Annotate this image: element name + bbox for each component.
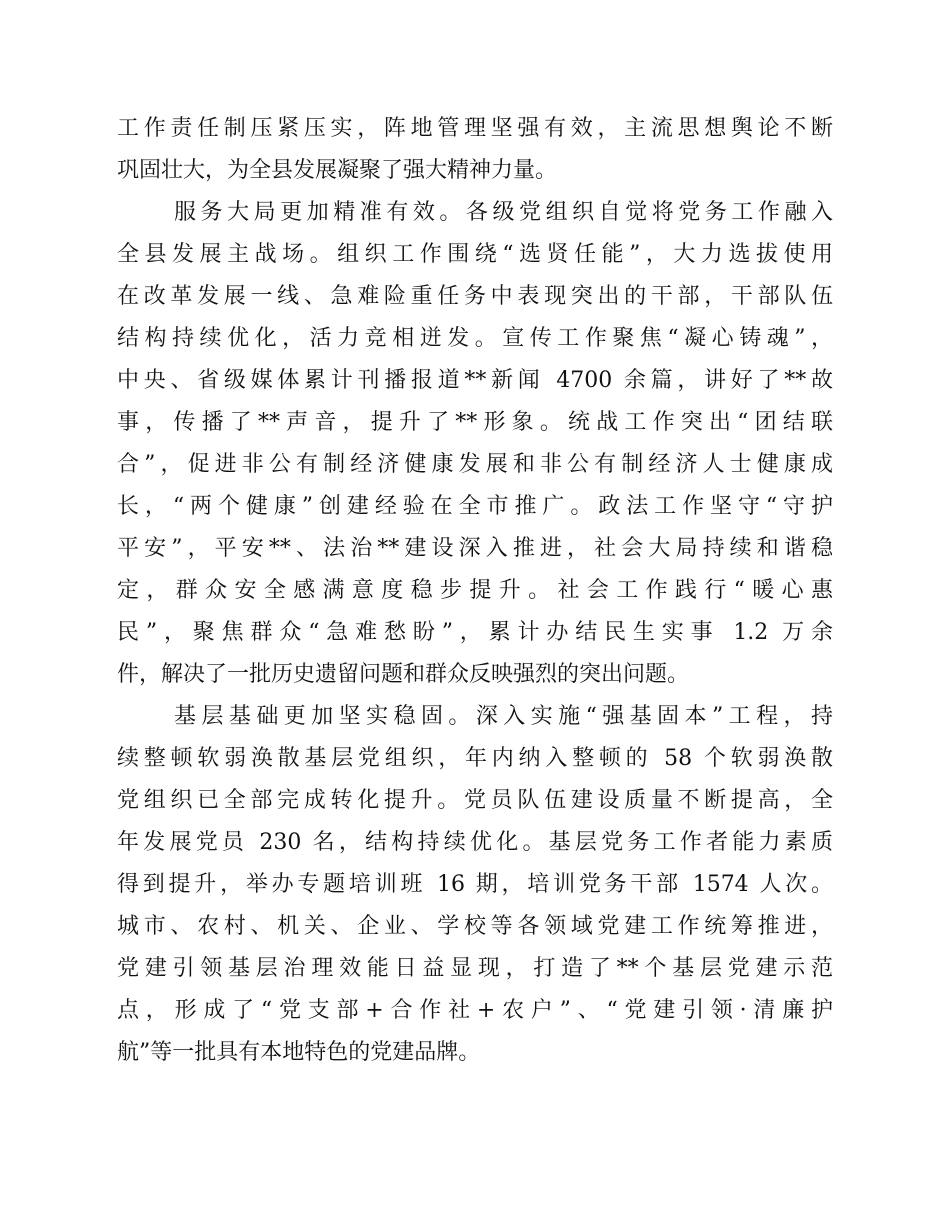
text-line: 结构持续优化，活力竞相迸发。宣传工作聚焦“凝心铸魂”， <box>117 326 833 351</box>
text-line: 得到提升，举办专题培训班 16 期，培训党务干部 1574 人次。 <box>117 872 833 897</box>
text-line: 航”等一批具有本地特色的党建品牌。 <box>117 1040 481 1065</box>
text-line: 事，传播了**声音，提升了**形象。统战工作突出“团结联 <box>117 410 833 435</box>
text-line: 基层基础更加坚实稳固。深入实施“强基固本”工程，持 <box>174 704 833 729</box>
text-line: 服务大局更加精准有效。各级党组织自觉将党务工作融入 <box>174 200 833 225</box>
text-line: 点，形成了“党支部+合作社+农户”、“党建引领·清廉护 <box>117 998 833 1023</box>
text-line: 中央、省级媒体累计刊播报道**新闻 4700 余篇，讲好了**故 <box>117 368 833 393</box>
paragraph <box>117 108 833 192</box>
text-line: 合”，促进非公有制经济健康发展和非公有制经济人士健康成 <box>117 452 833 477</box>
text-line: 长，“两个健康”创建经验在全市推广。政法工作坚守“守护 <box>117 494 833 519</box>
text-line: 件，解决了一批历史遗留问题和群众反映强烈的突出问题。 <box>117 662 690 687</box>
text-line: 城市、农村、机关、企业、学校等各领域党建工作统筹推进， <box>117 914 833 939</box>
paragraph <box>117 696 833 1074</box>
text-line: 续整顿软弱涣散基层党组织，年内纳入整顿的 58 个软弱涣散 <box>117 746 833 771</box>
document-page <box>117 108 833 1074</box>
text-line: 工作责任制压紧压实，阵地管理坚强有效，主流思想舆论不断 <box>117 116 833 141</box>
text-line: 巩固壮大，为全县发展凝聚了强大精神力量。 <box>117 158 558 183</box>
text-line: 平安”，平安**、法治**建设深入推进，社会大局持续和谐稳 <box>117 536 833 561</box>
text-line: 民”，聚焦群众“急难愁盼”，累计办结民生实事 1.2 万余 <box>117 620 833 645</box>
text-line: 在改革发展一线、急难险重任务中表现突出的干部，干部队伍 <box>117 284 833 309</box>
text-line: 年发展党员 230 名，结构持续优化。基层党务工作者能力素质 <box>117 830 833 855</box>
text-line: 全县发展主战场。组织工作围绕“选贤任能”，大力选拔使用 <box>117 242 833 267</box>
paragraph <box>117 192 833 696</box>
text-line: 党建引领基层治理效能日益显现，打造了**个基层党建示范 <box>117 956 833 981</box>
text-line: 定，群众安全感满意度稳步提升。社会工作践行“暖心惠 <box>117 578 833 603</box>
text-line: 党组织已全部完成转化提升。党员队伍建设质量不断提高，全 <box>117 788 833 813</box>
